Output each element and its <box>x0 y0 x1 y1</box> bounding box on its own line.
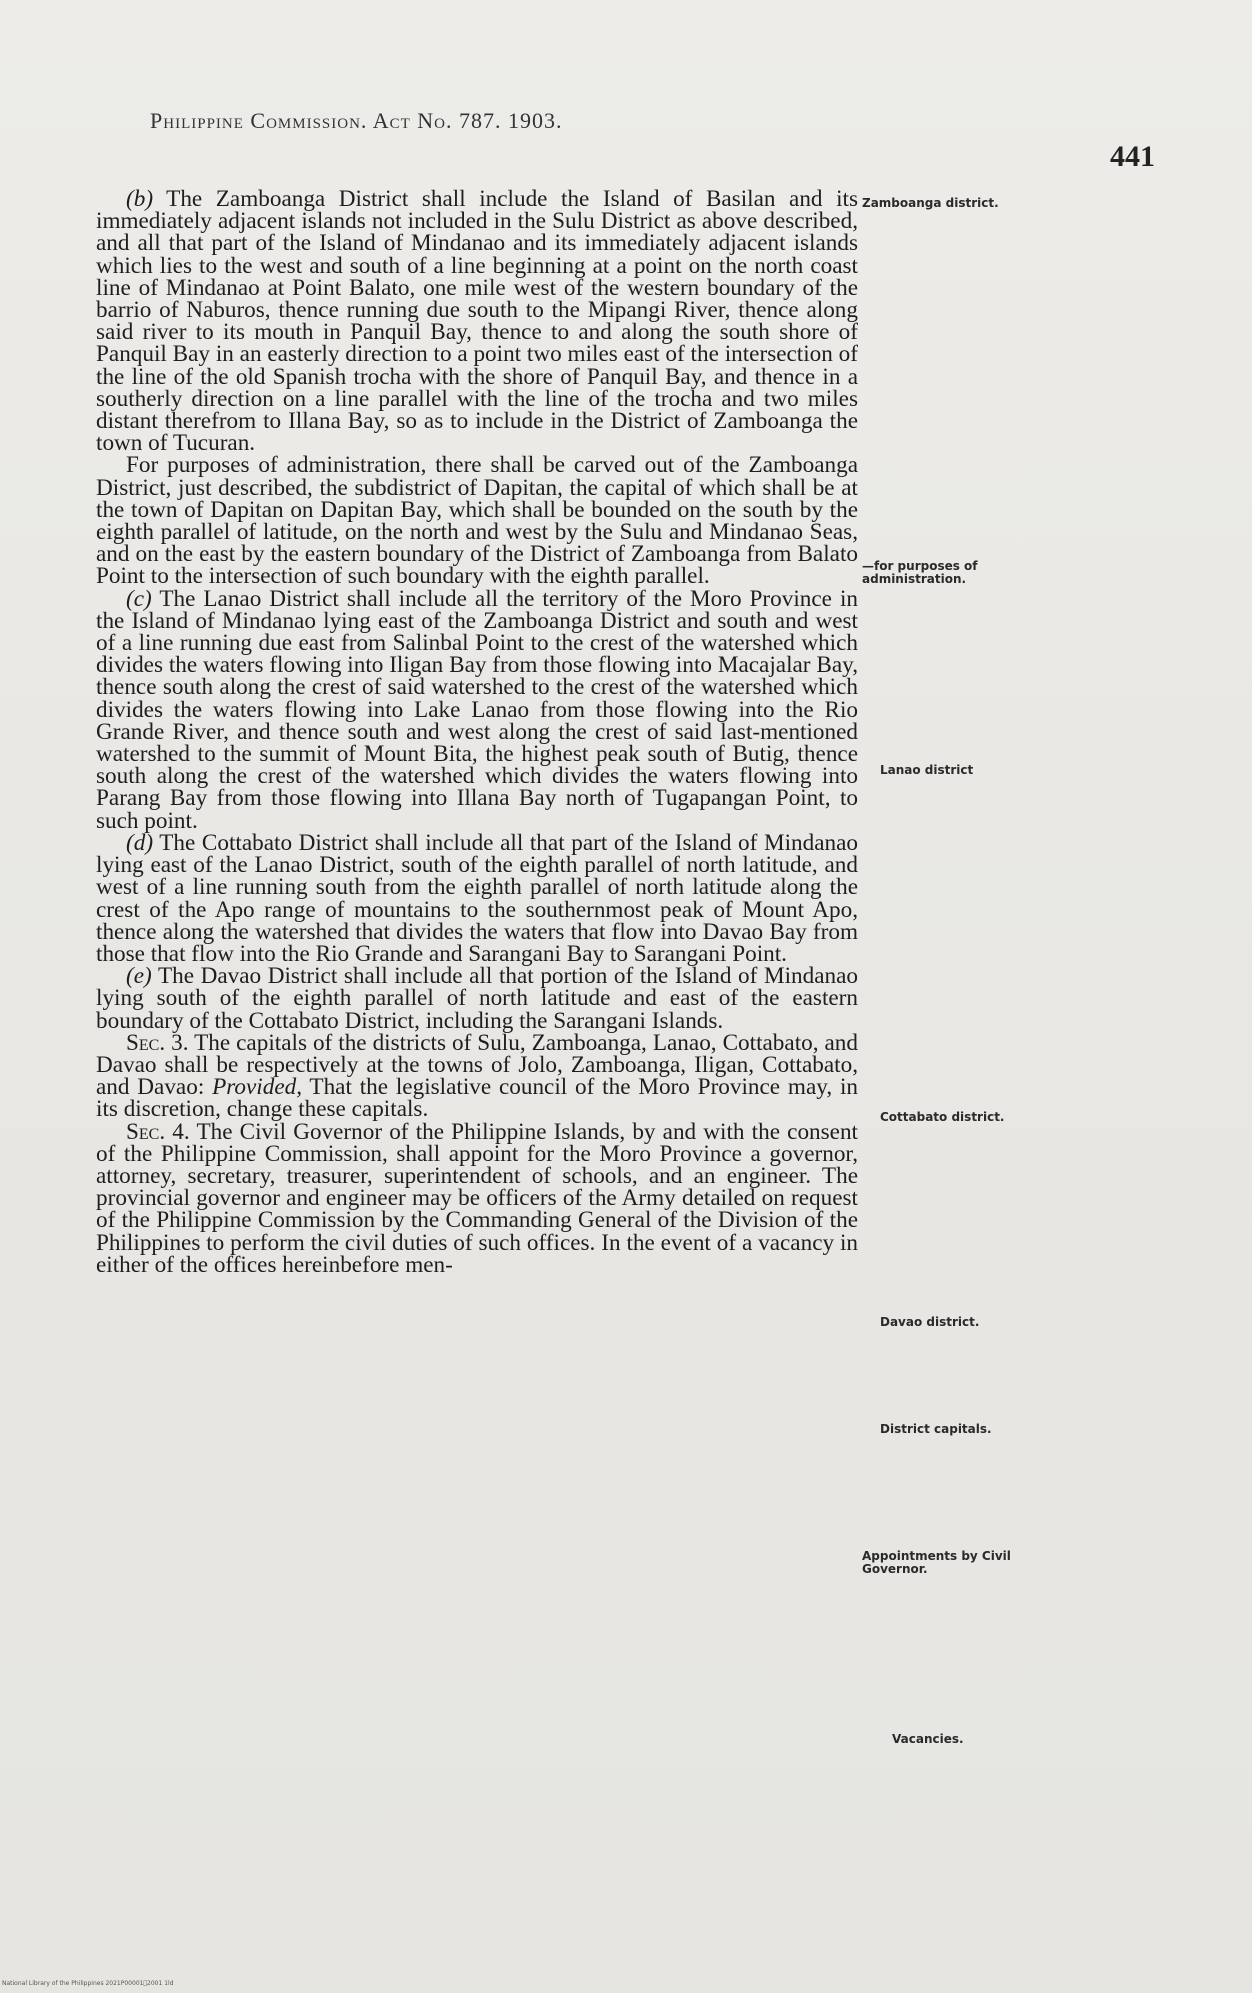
paragraph-text: The Davao District shall include all that portion of the Island of Mindanao lying south of the eighth parallel of north latitude and east of the eastern boundary of the Cottabato District, including the Sarangani Islands. <box>96 963 858 1034</box>
paragraph-lead: (b) <box>126 186 154 212</box>
paragraph-text: For purposes of administration, there shall be carved out of the Zamboanga District, just described, the subdistrict of Dapitan, the capital of which shall be at the town of Dapitan on Dapitan Bay, which shall be bounded on the south by the eighth parallel of latitude, on the north and west by the Sulu and Mindanao Seas, and on the east by the eastern boundary of the District of Zamboanga from Balato Point to the intersection of such boundary with the eighth parallel. <box>96 452 858 590</box>
paragraph-cottabato <box>96 829 858 967</box>
paragraph-administration <box>96 452 858 590</box>
paragraph-section-4 <box>96 1118 859 1278</box>
section-lead: Sec. 3. <box>126 1029 189 1056</box>
margin-note-davao: Davao district. <box>880 1315 980 1329</box>
paragraph-italic: Provided, <box>212 1074 303 1101</box>
margin-note-appointments: Appointments by Civil Governor. <box>862 1549 1011 1576</box>
scan-footer-identifier: National Library of the Philippines 2021P00001 2001 1ld <box>2 1980 174 1987</box>
paragraph-text: The capitals of the districts of Sulu, Zamboanga, Lanao, Cottabato, and Davao shall be respectively at the towns of Jolo, Zamboanga, Iligan, Cottabato, and Davao: <box>96 1029 858 1101</box>
margin-note-cottabato: Cottabato district. <box>880 1110 1005 1124</box>
section-lead: Sec. 4. <box>126 1118 190 1145</box>
paragraph-lead: (e) <box>126 963 152 990</box>
paragraph-lead: (d) <box>126 829 154 856</box>
margin-note-capitals: District capitals. <box>880 1422 992 1436</box>
paragraph-tail: That the legislative council of the Moro Province may, in its discretion, change these capitals. <box>96 1074 858 1123</box>
paragraph-zamboanga <box>96 186 858 457</box>
running-head: Philippine Commission. Act No. 787. 1903. <box>150 108 563 133</box>
paragraph-text: The Civil Governor of the Philippine Islands, by and with the consent of the Philippine Commission, shall appoint for the Moro Province a governor, attorney, secretary, treasurer, superintendent of schools, and an engineer. The provincial governor and engineer may be officers of the Army detailed on request of the Philippine Commission by the Commanding General of the Division of the Philippines to perform the civil duties of such offices. In the event of a vacancy in either of the offices hereinbefore men- <box>96 1118 859 1278</box>
margin-note-lanao: Lanao district <box>880 763 974 777</box>
page-number: 441 <box>1110 140 1155 173</box>
paragraph-text: The Lanao District shall include all the territory of the Moro Province in the Island of Mindanao lying east of the Zamboanga District and south and west of a line running due east from Salinbal Point to the crest of the watershed which divides the waters flowing into Iligan Bay from those flowing into Macajalar Bay, thence south along the crest of said watershed to the crest of the watershed which divides the waters flowing into Lake Lanao from those flowing into the Rio Grande River, and thence south and west along the crest of said last-mentioned watershed to the summit of Mount Bita, the highest peak south of Butig, thence south along the crest of the watershed which divides the waters flowing into Parang Bay from those flowing into Illana Bay north of Tugapangan Point, to such point. <box>96 585 858 834</box>
paragraph-text: The Zamboanga District shall include the Island of Basilan and its immediately adjacent islands not included in the Sulu District as above described, and all that part of the Island of Mindanao and its immediately adjacent islands which lies to the west and south of a line beginning at a point on the north coast line of Mindanao at Point Balato, one mile west of the western boundary of the barrio of Naburos, thence running due south to the Mipangi River, thence along said river to its mouth in Panquil Bay, thence to and along the south shore of Panquil Bay in an easterly direction to a point two miles east of the intersection of the line of the old Spanish trocha with the shore of Panquil Bay, and thence in a southerly direction on a line parallel with the line of the trocha and two miles distant therefrom to Illana Bay, so as to include in the District of Zamboanga the town of Tucuran. <box>96 186 858 457</box>
paragraph-text: The Cottabato District shall include all that part of the Island of Mindanao lying east of the Lanao District, south of the eighth parallel of north latitude, and west of a line running south from the eighth parallel of north latitude along the crest of the Apo range of mountains to the southernmost peak of Mount Apo, thence along the watershed that divides the waters that flow into Davao Bay from those that flow into the Rio Grande and Sarangani Bay to Sarangani Point. <box>96 829 858 967</box>
margin-note-vacancies: Vacancies. <box>892 1732 964 1746</box>
paragraph-davao <box>96 965 858 1032</box>
body-text <box>96 188 858 1276</box>
paragraph-lanao <box>96 585 858 834</box>
paragraph-section-3 <box>96 1029 858 1123</box>
margin-note-zamboanga: Zamboanga district. <box>862 196 999 210</box>
margin-note-administration: —for purposes of administration. <box>862 559 978 586</box>
paragraph-lead: (c) <box>126 585 152 612</box>
